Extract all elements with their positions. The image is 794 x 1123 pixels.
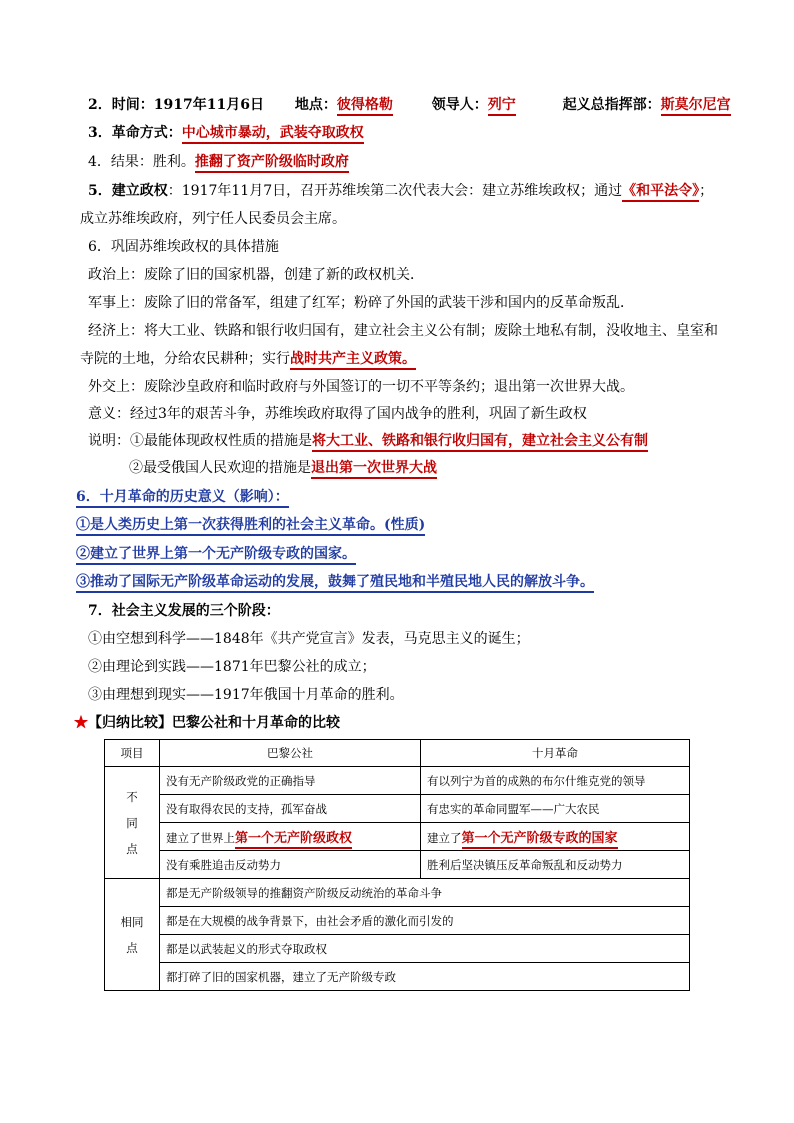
table-row	[105, 879, 690, 907]
paris-cell: 没有取得农民的支持，孤军奋战	[160, 795, 421, 823]
note-2-value: 退出第一次世界大战	[311, 460, 437, 479]
measure-meaning: 意义：经过3年的艰苦斗争，苏维埃政府取得了国内战争的胜利，巩固了新生政权	[88, 406, 587, 422]
note-2: ②最受俄国人民欢迎的措施是退出第一次世界大战	[129, 459, 437, 477]
comparison-table	[104, 739, 690, 991]
same-cell: 都是以武装起义的形式夺取政权	[160, 935, 690, 963]
table-row	[105, 907, 690, 935]
paris-cell: 没有无产阶级政党的正确指导	[160, 767, 421, 795]
item-7-heading: 7．社会主义发展的三个阶段：	[88, 603, 280, 619]
measure-economy: 经济上：将大工业、铁路和银行收归国有，建立社会主义公有制；废除土地私有制，没收地主、皇室和	[88, 323, 718, 339]
same-cell: 都是在大规模的战争背景下，由社会矛盾的激化而引发的	[160, 907, 690, 935]
table-row	[105, 823, 690, 851]
item-5: 5．建立政权：1917年11月7日，召开苏维埃第二次代表大会：建立苏维埃政权；通过《和平法令》；	[88, 182, 713, 200]
diff-label: 不同点	[105, 767, 160, 879]
table-header-row	[105, 740, 690, 767]
compare-title: ★【归纳比较】巴黎公社和十月革命的比较	[74, 715, 340, 731]
item-6-heading: 6．巩固苏维埃政权的具体措施	[88, 239, 279, 255]
item-5-line2: 成立苏维埃政府，列宁任人民委员会主席。	[80, 211, 346, 227]
significance-heading: 6．十月革命的历史意义（影响）：	[76, 488, 289, 506]
table-row	[105, 963, 690, 991]
item-2: 2．时间：1917年11月6日 地点：彼得格勒 领导人：列宁 起义总指挥部：斯莫尔尼宫	[88, 96, 731, 114]
october-cell: 有忠实的革命同盟军——广大农民	[421, 795, 690, 823]
paris-cell: 没有乘胜追击反动势力	[160, 851, 421, 879]
hq-value: 斯莫尔尼宫	[661, 97, 731, 116]
measure-diplomacy: 外交上：废除沙皇政府和临时政府与外国签订的一切不平等条约；退出第一次世界大战。	[88, 379, 634, 395]
table-row	[105, 851, 690, 879]
result-value: 推翻了资产阶级临时政府	[195, 154, 349, 173]
header-paris: 巴黎公社	[160, 740, 421, 767]
table-row	[105, 767, 690, 795]
october-cell: 建立了第一个无产阶级专政的国家	[421, 823, 690, 851]
place-value: 彼得格勒	[337, 97, 393, 116]
stage-3: ③由理想到现实——1917年俄国十月革命的胜利。	[88, 687, 404, 703]
revolution-method: 中心城市暴动，武装夺取政权	[182, 125, 364, 144]
october-cell: 胜利后坚决镇压反革命叛乱和反动势力	[421, 851, 690, 879]
significance-2: ②建立了世界上第一个无产阶级专政的国家。	[76, 545, 356, 563]
measure-economy-2: 寺院的土地，分给农民耕种；实行战时共产主义政策。	[80, 350, 416, 368]
significance-3: ③推动了国际无产阶级革命运动的发展，鼓舞了殖民地和半殖民地人民的解放斗争。	[76, 573, 594, 591]
table-row	[105, 795, 690, 823]
item-4: 4．结果：胜利。推翻了资产阶级临时政府	[88, 153, 349, 171]
star-icon: ★	[74, 715, 88, 731]
table-row	[105, 935, 690, 963]
same-cell: 都是无产阶级领导的推翻资产阶级反动统治的革命斗争	[160, 879, 690, 907]
peace-decree: 《和平法令》	[622, 183, 699, 202]
october-cell: 有以列宁为首的成熟的布尔什维克党的领导	[421, 767, 690, 795]
same-label: 相同点	[105, 879, 160, 991]
war-communism: 战时共产主义政策。	[290, 351, 416, 370]
paris-cell: 建立了世界上第一个无产阶级政权	[160, 823, 421, 851]
measure-military: 军事上：废除了旧的常备军，组建了红军；粉碎了外国的武装干涉和国内的反革命叛乱．	[88, 295, 634, 311]
note-1: 说明：①最能体现政权性质的措施是将大工业、铁路和银行收归国有，建立社会主义公有制	[88, 432, 648, 450]
significance-1: ①是人类历史上第一次获得胜利的社会主义革命。(性质)	[76, 516, 425, 534]
same-cell: 都打碎了旧的国家机器，建立了无产阶级专政	[160, 963, 690, 991]
measure-politics: 政治上：废除了旧的国家机器，创建了新的政权机关．	[88, 267, 424, 283]
stage-1: ①由空想到科学——1848年《共产党宣言》发表，马克思主义的诞生；	[88, 631, 530, 647]
leader-value: 列宁	[488, 97, 516, 116]
header-item: 项目	[105, 740, 160, 767]
item-3: 3．革命方式：中心城市暴动，武装夺取政权	[88, 124, 364, 142]
note-1-value: 将大工业、铁路和银行收归国有，建立社会主义公有制	[312, 433, 648, 452]
header-october: 十月革命	[421, 740, 690, 767]
stage-2: ②由理论到实践——1871年巴黎公社的成立；	[88, 659, 376, 675]
